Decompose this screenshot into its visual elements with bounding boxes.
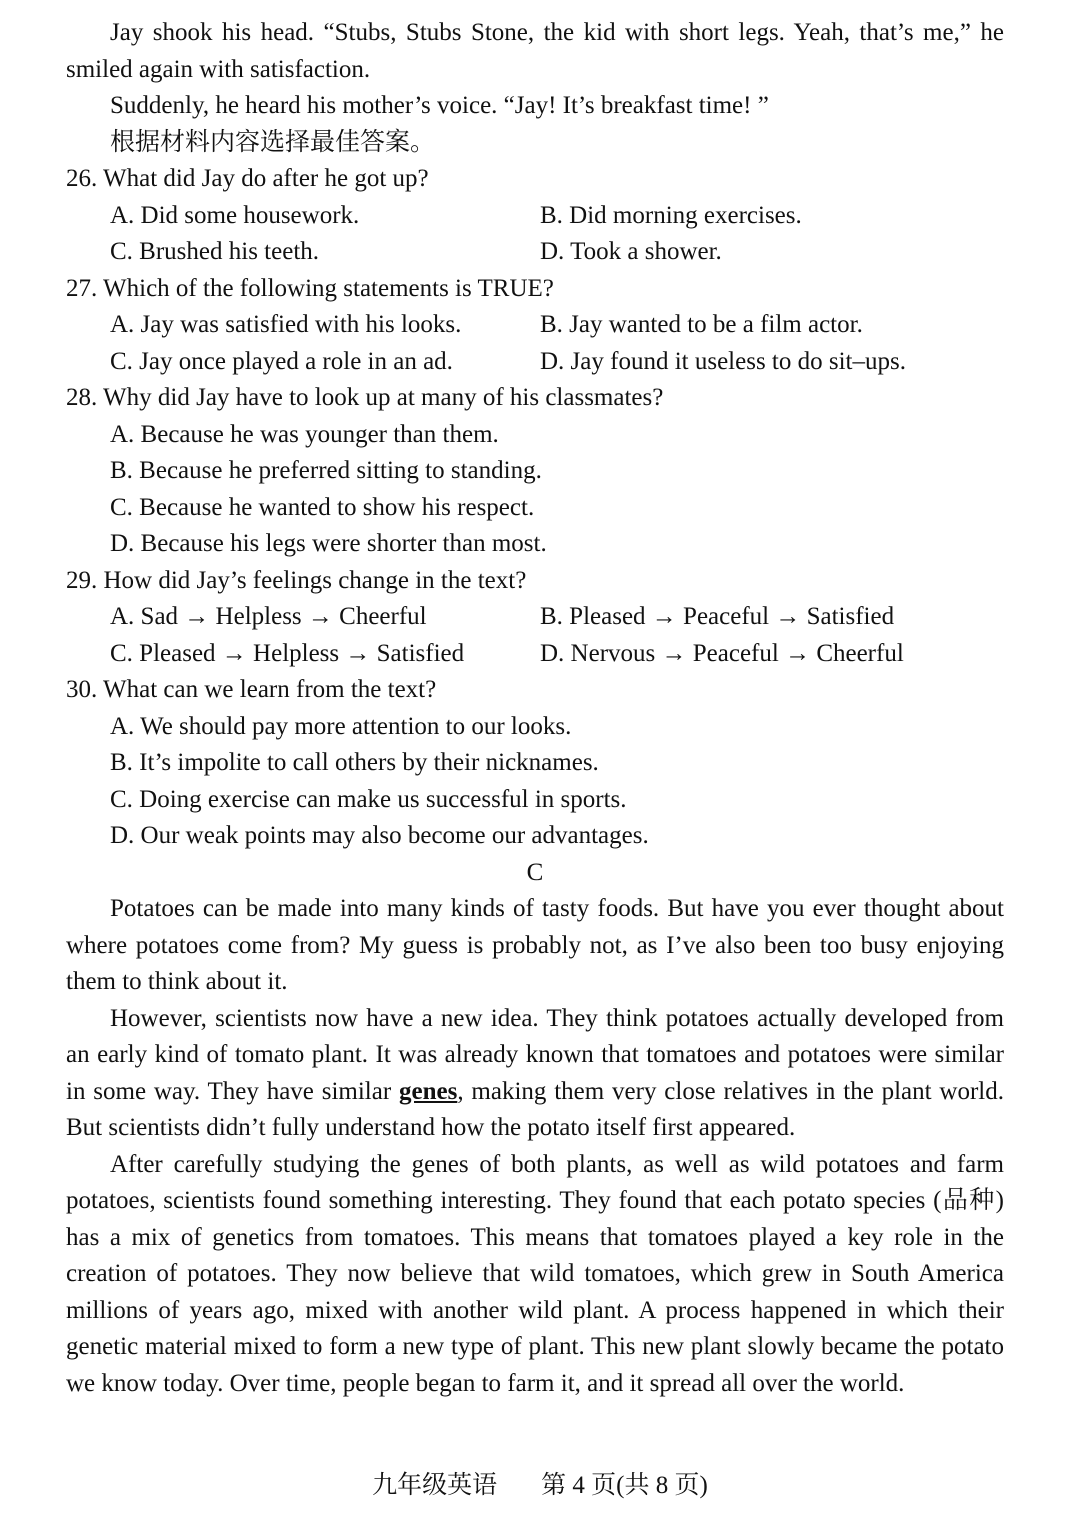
question-stem: 28. Why did Jay have to look up at many of his classmates? xyxy=(66,384,664,411)
option-a: A. Jay was satisfied with his looks. xyxy=(110,311,462,338)
question-stem: 29. How did Jay’s feelings change in the text? xyxy=(66,566,527,594)
question-stem: 30. What can we learn from the text? xyxy=(66,676,437,703)
paragraph-text: , making them very close relatives in the plant world. But scientists didn’t fully understand how the potato itself first appeared. xyxy=(66,1077,1004,1141)
option-a: A. Because he was younger than them. xyxy=(110,420,499,448)
section-heading: C xyxy=(526,858,544,886)
option-d: D. Nervous → Peaceful → Cheerful xyxy=(540,639,904,667)
passage-paragraph: Jay shook his head. “Stubs, Stubs Stone, the kid with short legs. Yeah, that’s me,” he smiled again with satisfaction. xyxy=(66,19,1004,83)
option-c: C. Doing exercise can make us successful in sports. xyxy=(110,785,627,813)
option-c: C. Pleased → Helpless → Satisfied xyxy=(110,639,465,667)
option-b: B. It’s impolite to call others by their nicknames. xyxy=(110,749,599,776)
option-c: C. Jay once played a role in an ad. xyxy=(110,347,453,375)
passage-paragraph xyxy=(66,1001,1004,1147)
option-b: B. Did morning exercises. xyxy=(540,201,802,229)
option-d: D. Our weak points may also become our advantages. xyxy=(110,822,649,849)
option-b: B. Pleased → Peaceful → Satisfied xyxy=(540,603,895,630)
passage-paragraph: After carefully studying the genes of both plants, as well as wild potatoes and farm potatoes, scientists found something interesting. They found that each potato species (品种) has a mix of genetics from tomatoes. This means that tomatoes played a key role in the creation of potatoes. They now believe that wild tomatoes, which grew in South America millions of years ago, mixed with another wild plant. A process happened in which their genetic material mixed to form a new type of plant. This new plant slowly became the potato we know today. Over time, people began to farm it, and it spread all over the world. xyxy=(66,1150,1004,1397)
underlined-word: genes xyxy=(399,1077,458,1105)
option-c: C. Brushed his teeth. xyxy=(110,238,320,265)
option-a: A. Did some housework. xyxy=(110,201,360,229)
option-a: A. Sad → Helpless → Cheerful xyxy=(110,603,427,630)
passage-paragraph: Suddenly, he heard his mother’s voice. “Jay! It’s breakfast time! ” xyxy=(110,92,769,119)
footer-subject: 九年级英语 xyxy=(372,1472,498,1499)
paragraph-text: However, scientists now have a new idea. They think potatoes actually developed from an early kind of tomato plant. It was already known that tomatoes and potatoes were similar in some way. They have similar xyxy=(66,1004,1004,1105)
question-28 xyxy=(66,380,1004,563)
option-a: A. We should pay more attention to our looks. xyxy=(110,712,572,740)
question-26 xyxy=(66,161,1004,271)
passage-paragraph: Potatoes can be made into many kinds of tasty foods. But have you ever thought about where potatoes come from? My guess is probably not, as I’ve also been too busy enjoying them to think about it. xyxy=(66,895,1004,995)
option-b: B. Jay wanted to be a film actor. xyxy=(540,311,863,338)
page-footer xyxy=(0,1468,1080,1505)
question-30 xyxy=(66,672,1004,855)
option-d: D. Jay found it useless to do sit–ups. xyxy=(540,347,906,375)
option-b: B. Because he preferred sitting to standing. xyxy=(110,457,542,484)
option-d: D. Because his legs were shorter than most. xyxy=(110,530,547,557)
footer-page-number: 第 4 页(共 8 页) xyxy=(541,1472,708,1499)
question-stem: 26. What did Jay do after he got up? xyxy=(66,165,429,192)
question-29 xyxy=(66,563,1004,673)
option-c: C. Because he wanted to show his respect. xyxy=(110,493,535,521)
option-d: D. Took a shower. xyxy=(540,238,722,265)
instruction: 根据材料内容选择最佳答案。 xyxy=(110,128,436,156)
question-stem: 27. Which of the following statements is TRUE? xyxy=(66,274,554,302)
question-27 xyxy=(66,271,1004,381)
